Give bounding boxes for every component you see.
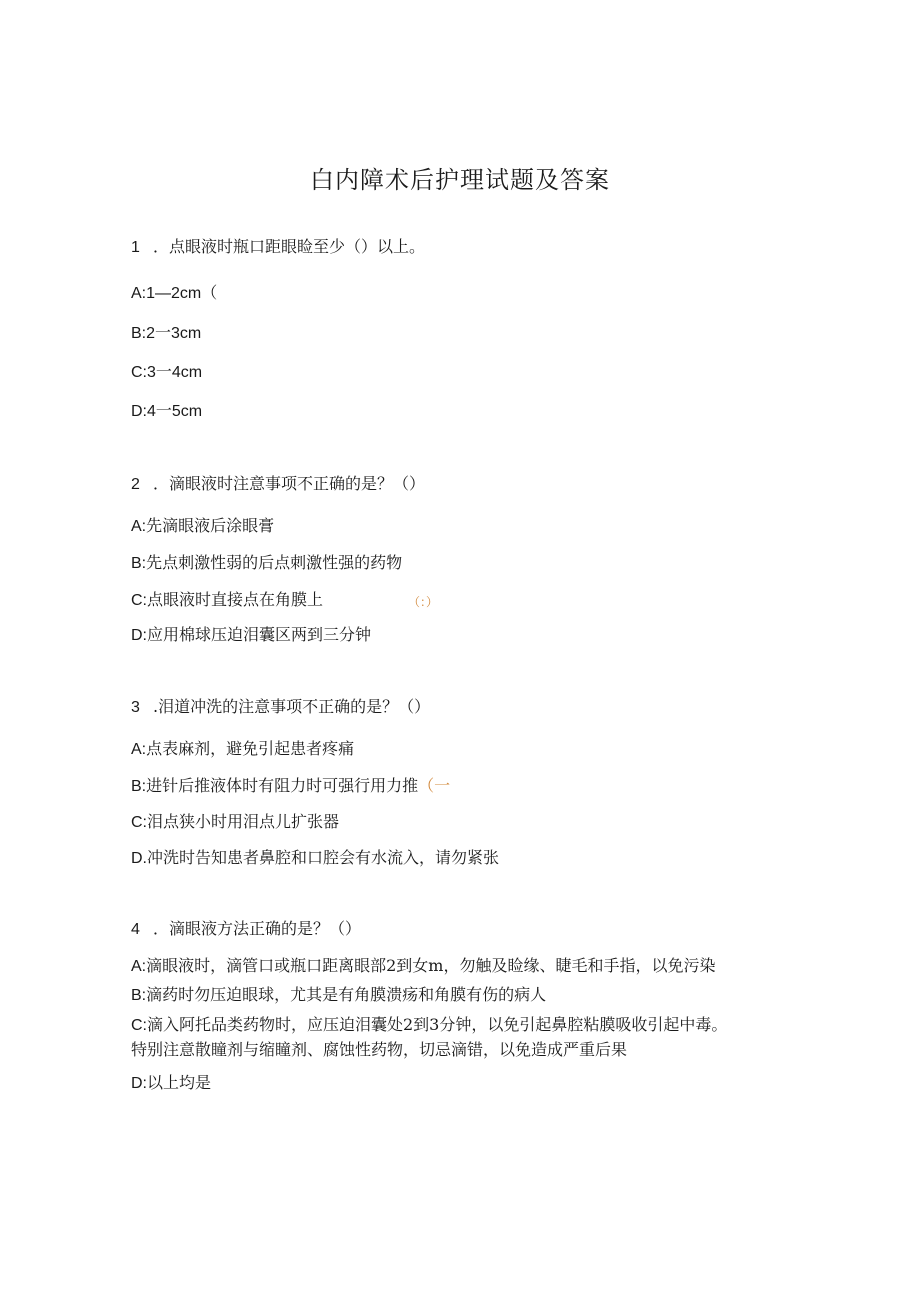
option-letter: D: xyxy=(131,1075,147,1092)
q3-option-b xyxy=(131,775,450,798)
question-number: 1 xyxy=(131,239,140,256)
option-mark: （ xyxy=(201,283,218,302)
option-text: 先滴眼液后涂眼膏 xyxy=(146,516,275,535)
option-text: 点眼液时直接点在角膜上 xyxy=(147,590,324,609)
option-text: 3一4cm xyxy=(147,364,203,381)
option-letter: D: xyxy=(131,627,147,644)
q1-option-b xyxy=(131,322,201,345)
q2-option-c xyxy=(131,589,323,612)
option-letter: B: xyxy=(131,325,147,342)
q4-option-a xyxy=(131,955,715,978)
option-text: 滴眼液时，滴管口或瓶口距离眼部2到女m，勿触及睑缘、睫毛和手指，以免污染 xyxy=(146,956,716,975)
q3-option-c xyxy=(131,811,339,834)
q2-option-d xyxy=(131,624,371,647)
q1-option-d xyxy=(131,400,202,423)
option-letter: B: xyxy=(131,555,147,572)
option-text: 2一3cm xyxy=(146,325,202,342)
q3-option-a xyxy=(131,738,354,761)
option-text: 冲洗时告知患者鼻腔和口腔会有水流入，请勿紧张 xyxy=(147,848,500,867)
question-number: 4 xyxy=(131,921,140,938)
question-3-stem xyxy=(131,696,430,719)
option-letter: D. xyxy=(131,850,147,867)
q3-option-d xyxy=(131,847,499,870)
option-letter: C: xyxy=(131,814,147,831)
question-number: 3 xyxy=(131,699,140,716)
q4-option-c-continuation: 特别注意散瞳剂与缩瞳剂、腐蚀性药物，切忌滴错，以免造成严重后果 xyxy=(131,1040,628,1059)
option-text: 泪点狭小时用泪点儿扩张器 xyxy=(147,812,340,831)
q4-option-d xyxy=(131,1072,211,1095)
page-title: 白内障术后护理试题及答案 xyxy=(310,166,610,194)
option-text: 滴入阿托品类药物时，应压迫泪囊处2到3分钟，以免引起鼻腔粘膜吸收引起中毒。 xyxy=(147,1015,728,1034)
option-text: 点表麻剂，避免引起患者疼痛 xyxy=(146,739,355,758)
question-text: .泪道冲洗的注意事项不正确的是？（） xyxy=(153,697,431,716)
question-number: 2 xyxy=(131,476,140,493)
option-letter: A: xyxy=(131,518,147,535)
q1-option-c xyxy=(131,361,202,384)
question-1-stem xyxy=(131,236,425,259)
q2-option-b xyxy=(131,552,402,575)
option-text: 进针后推液体时有阻力时可强行用力推 xyxy=(146,776,419,795)
option-mark: （一 xyxy=(418,776,451,795)
question-4-stem xyxy=(131,918,361,941)
option-letter: A: xyxy=(131,741,147,758)
q2-option-a xyxy=(131,515,274,538)
option-letter: B: xyxy=(131,778,147,795)
option-text: 4一5cm xyxy=(147,403,203,420)
question-text: ．点眼液时瓶口距眼睑至少（）以上。 xyxy=(153,237,426,256)
question-text: ．滴眼液方法正确的是？（） xyxy=(153,919,362,938)
option-letter: C: xyxy=(131,364,147,381)
q4-option-c xyxy=(131,1014,727,1037)
option-letter: A: xyxy=(131,958,147,975)
margin-mark: （：） xyxy=(408,595,439,609)
option-text: 先点刺激性弱的后点刺激性强的药物 xyxy=(146,553,403,572)
q1-option-a xyxy=(131,282,217,305)
option-letter: C: xyxy=(131,592,147,609)
option-text: 1—2cm xyxy=(146,285,202,302)
option-text: 应用棉球压迫泪囊区两到三分钟 xyxy=(147,625,372,644)
option-letter: B: xyxy=(131,987,147,1004)
option-letter: D: xyxy=(131,403,147,420)
option-text: 滴药时勿压迫眼球，尤其是有角膜溃疡和角膜有伤的病人 xyxy=(146,985,547,1004)
option-letter: A: xyxy=(131,285,147,302)
question-2-stem xyxy=(131,473,425,496)
option-text: 以上均是 xyxy=(147,1073,212,1092)
q4-option-b xyxy=(131,984,546,1007)
question-text: ．滴眼液时注意事项不正确的是？（） xyxy=(153,474,426,493)
option-letter: C: xyxy=(131,1017,147,1034)
